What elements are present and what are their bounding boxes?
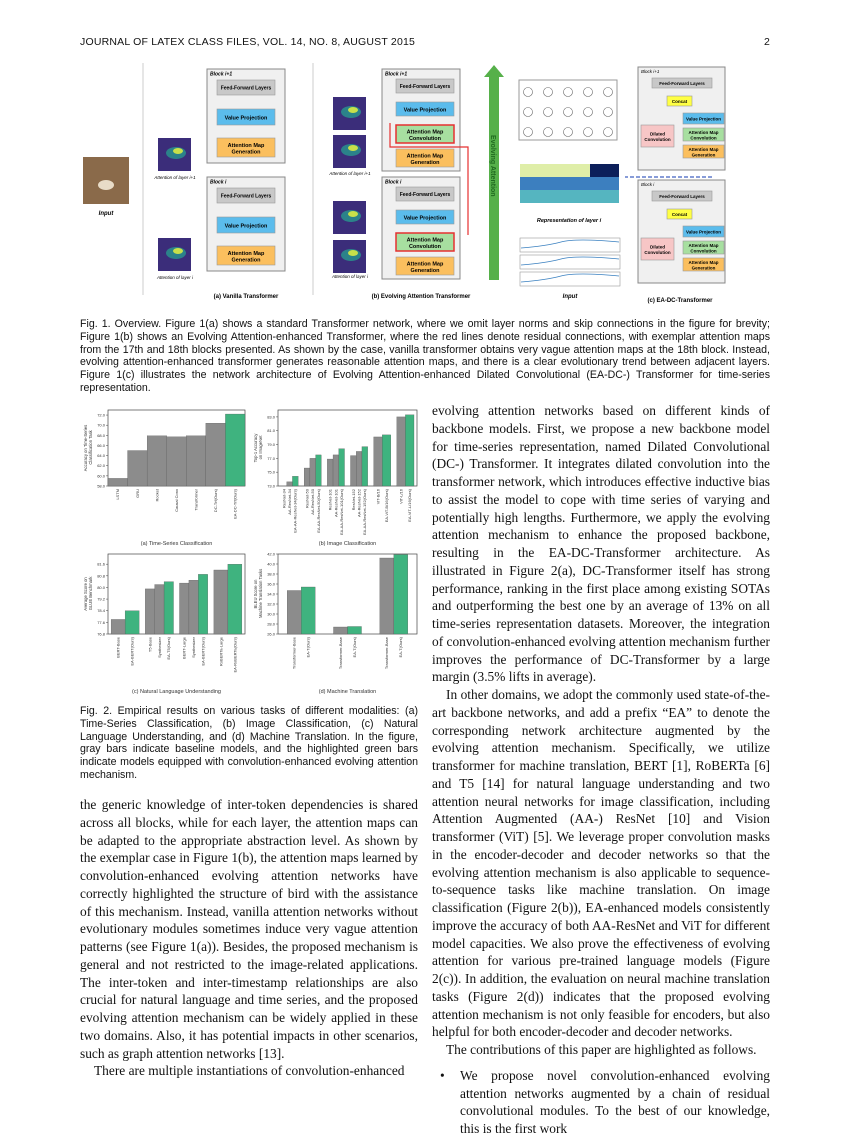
y-axis-label: BLEU Score on Machine Translation Tasks bbox=[253, 568, 263, 620]
chart-machine-translation bbox=[250, 550, 422, 696]
y-tick-label: 70.0 bbox=[97, 422, 105, 428]
y-tick-label: 72.0 bbox=[97, 412, 105, 418]
ffl-a-label: Feed-Forward Layers bbox=[220, 85, 272, 92]
vp-a-label: Value Projection bbox=[224, 223, 268, 230]
y-axis-label: Average Score on GLUE Benchmark bbox=[83, 576, 93, 612]
bar bbox=[128, 451, 148, 486]
bar bbox=[206, 423, 226, 486]
bar bbox=[327, 459, 333, 486]
dilated-conv-c-label: Dilated bbox=[649, 244, 666, 250]
subcaption-c: (c) EA-DC-Transformer bbox=[647, 298, 713, 304]
paragraph: The contributions of this paper are highlighted as follows. bbox=[446, 1042, 757, 1057]
x-tick-label: Causal Conv bbox=[173, 489, 179, 512]
att-label: Attention of layer i+1 bbox=[154, 175, 196, 180]
amc-b-label: Convolution bbox=[408, 135, 442, 142]
amc-c-label: Attention Map bbox=[688, 130, 719, 135]
att-label: Attention of layer i bbox=[156, 275, 194, 280]
y-axis-label: Accuracy on Time-Series Classification Task bbox=[83, 424, 93, 472]
bar bbox=[351, 456, 357, 486]
y-tick-label: 83.0 bbox=[267, 414, 275, 420]
x-tick-label: EA-ViT-L/16(Ours) bbox=[407, 489, 413, 522]
bar bbox=[108, 478, 128, 486]
y-tick-label: 36.0 bbox=[267, 581, 275, 587]
x-tick-label: EA-BERT(Ours) bbox=[129, 637, 135, 666]
bar bbox=[189, 580, 198, 634]
bar bbox=[167, 437, 187, 486]
x-tick-label: ResNet-34 bbox=[281, 489, 287, 509]
x-tick-label: EA-T(Ours) bbox=[305, 637, 311, 658]
token-graph bbox=[519, 80, 617, 140]
bullet-text: We propose novel convolution-enhanced evolving attention networks augmented by a chain of residual convolutional modules. To the best of our knowledge, this is the first work bbox=[460, 1067, 770, 1136]
y-tick-label: 64.0 bbox=[97, 453, 105, 459]
x-tick-label: GRU bbox=[134, 489, 140, 498]
bar bbox=[301, 587, 315, 634]
y-tick-label: 38.0 bbox=[267, 571, 275, 577]
time-series-plot bbox=[520, 272, 620, 286]
bar bbox=[382, 435, 391, 486]
plot-frame bbox=[278, 410, 417, 486]
bar bbox=[339, 449, 345, 486]
block-i-label: Block i bbox=[385, 179, 402, 186]
ffl-c-label: Feed-Forward Layers bbox=[659, 193, 705, 199]
left-column bbox=[80, 796, 418, 1080]
paragraph: In other domains, we adopt the commonly used state-of-the-art backbone networks, and add a prefix “EA” to denote the corresponding network architecture augmented by the evolving attention mechanism. Specifically, we utilize transformer for machine translation, BERT [1], RoBERTa [6] and T5 [14] for natural language understanding and two attention neural networks for image classification, including Attention Augmented (AA-) ResNet [10] and Vision transformer (ViT) [5]. We leverage proper convolution masks in the encoder-decoder and decoder networks so that the evolving attention mechanism is also applicable to sequence-to-sequence tasks like machine translation. On image classification (Figure 2(b)), EA-enhanced models consistently improve the accuracy of both AA-ResNet and ViT for different model capacities. We also prove the effectiveness of evolving attention for various pre-trained language models (Figure 2(c)). In addition, the evaluation on neural machine translation tasks (Figure 2(d)) indicates that the proposed evolving attention mechanism is not only feasible for encoders, but also helpful for both encoder-decoder and decoder networks. bbox=[432, 687, 770, 1040]
chart-title: (a) Time-Series Classification bbox=[140, 541, 213, 547]
paragraph: evolving attention networks based on different kinds of backbone models. First, we propose a new backbone model for time-series representation, named Dilated Convolutional (DC-) Transformer. It integrates dilated convolution into the transformer network, which introduces effective inductive bias to assist the model to cope with time series of varying and potentially high lengths. Furthermore, we apply the evolving attention mechanism to enhance the proposed backbone, resulting in the EA-DC-Transformer architecture. As illustrated in Figure 2(a), DC-Transformer itself has strong performance, ranking in the first place among existing SOTAs and outperforming the best one by an average of 13% on all time-series representation datasets. Moreover, the integration of convolution-enhanced evolving attention mechanism further improves the performance of DC-Transformer by a large margin (3.5% lifts in average). bbox=[432, 403, 771, 685]
x-tick-label: LSTM bbox=[115, 489, 121, 500]
vp-b-label: Value Projection bbox=[403, 215, 447, 222]
x-tick-label: AA-ResNet-34 bbox=[286, 489, 292, 515]
y-axis-label: Top-1 Accuracy on ImageNet bbox=[253, 433, 263, 463]
time-series-plot bbox=[520, 238, 620, 252]
bar bbox=[186, 436, 206, 486]
x-tick-label: Transformer-Base bbox=[384, 637, 390, 670]
dilated-conv-c-label: Convolution bbox=[644, 249, 671, 255]
x-tick-label: ResNet-101 bbox=[327, 489, 333, 511]
representation-heatmap bbox=[590, 164, 619, 177]
x-tick-label: EA-AA-ResNet-50(Ours) bbox=[315, 489, 321, 533]
bar bbox=[316, 455, 322, 486]
bar bbox=[164, 582, 173, 634]
evolving-label: Evolving Attention bbox=[489, 135, 496, 197]
input-label-c: Input bbox=[562, 294, 578, 300]
y-tick-label: 78.4 bbox=[97, 608, 105, 614]
attention-map-a-i-blob bbox=[173, 248, 183, 254]
x-tick-label: AA-ResNet-101 bbox=[333, 489, 339, 518]
attention-map-b-blob bbox=[348, 107, 358, 113]
x-tick-label: EA-T5(Ours) bbox=[166, 637, 172, 660]
amc-b-label: Attention Map bbox=[406, 237, 444, 244]
block-i-label: Block i bbox=[641, 182, 655, 187]
x-tick-label: Synthesizer bbox=[191, 637, 197, 658]
attention-map-b-blob bbox=[348, 145, 358, 151]
x-tick-label: EA-T(Ours) bbox=[398, 637, 404, 658]
ffl-a-label: Feed-Forward Layers bbox=[220, 193, 272, 200]
amc-b-label: Attention Map bbox=[406, 129, 444, 136]
y-tick-label: 42.0 bbox=[267, 551, 275, 557]
bar bbox=[228, 564, 242, 634]
x-tick-label: AA-ResNet-152 bbox=[356, 489, 362, 518]
x-tick-label: ResNet-152 bbox=[350, 489, 356, 511]
chart-title: (b) Image Classification bbox=[318, 541, 377, 547]
bar bbox=[287, 482, 293, 486]
amg-b-label: Generation bbox=[410, 267, 440, 274]
y-tick-label: 40.0 bbox=[267, 561, 275, 567]
bar bbox=[397, 417, 406, 486]
y-tick-label: 30.0 bbox=[267, 611, 275, 617]
block-i-label: Block i bbox=[210, 179, 227, 186]
concat-c-label: Concat bbox=[671, 98, 688, 104]
vp-c-label: Value Projection bbox=[685, 229, 722, 235]
paragraph: There are multiple instantiations of convolution-enhanced bbox=[94, 1063, 405, 1079]
vp-b-label: Value Projection bbox=[403, 107, 447, 114]
x-tick-label: EA-DC-Trf(Ours) bbox=[232, 489, 238, 519]
y-tick-label: 75.0 bbox=[267, 469, 275, 475]
bar bbox=[145, 589, 154, 634]
amc-c-label: Convolution bbox=[690, 135, 717, 141]
x-tick-label: DC-Trf(Ours) bbox=[213, 489, 219, 513]
subcaption-b: (b) Evolving Attention Transformer bbox=[371, 294, 471, 300]
attention-map-b-blob bbox=[348, 250, 358, 256]
bullet-item bbox=[432, 1067, 770, 1138]
amg-c-label: Attention Map bbox=[688, 147, 719, 152]
attention-map-b-blob bbox=[348, 211, 358, 217]
y-tick-label: 66.0 bbox=[97, 442, 105, 448]
concat-c-label: Concat bbox=[671, 211, 688, 217]
bar bbox=[287, 591, 301, 635]
right-column bbox=[432, 402, 770, 1138]
bar bbox=[180, 583, 189, 634]
representation-heatmap bbox=[520, 177, 619, 190]
block-i1-label: Block i+1 bbox=[385, 71, 408, 78]
bar bbox=[348, 627, 362, 635]
input-image-eye bbox=[98, 180, 114, 190]
chart-time-series bbox=[80, 406, 250, 548]
ffl-b-label: Feed-Forward Layers bbox=[399, 84, 451, 90]
amg-a-label: Generation bbox=[231, 257, 261, 264]
dilated-conv-c-label: Dilated bbox=[649, 131, 666, 137]
y-tick-label: 73.0 bbox=[267, 483, 275, 489]
bar bbox=[304, 468, 310, 486]
attention-map-a-i1-blob bbox=[173, 148, 183, 154]
y-tick-label: 28.0 bbox=[267, 621, 275, 627]
y-tick-label: 58.0 bbox=[97, 483, 105, 489]
bar bbox=[111, 619, 125, 634]
chart-nlu bbox=[80, 550, 250, 696]
amg-b-label: Attention Map bbox=[406, 153, 444, 160]
x-tick-label: T5-Base bbox=[147, 637, 153, 653]
figure-2-caption: Fig. 2. Empirical results on various tasks of different modalities: (a) Time-Series Classification, (b) Image Classification, (c) Natural Language Understanding, and (d) Machine Translation. In the figure, gray bars indicate baseline models, and the highlighted green bars indicate models equipped with convolution-enhanced evolving attention mechanism. bbox=[80, 705, 418, 781]
x-tick-label: BERT-Base bbox=[115, 637, 121, 658]
y-tick-label: 62.0 bbox=[97, 463, 105, 469]
x-tick-label: Transformer bbox=[193, 489, 199, 511]
amg-a-label: Generation bbox=[231, 149, 261, 156]
amg-b-label: Generation bbox=[410, 159, 440, 166]
y-tick-label: 32.0 bbox=[267, 601, 275, 607]
bar bbox=[292, 476, 298, 486]
att-label: Attention of layer i+1 bbox=[329, 171, 371, 176]
y-tick-label: 80.8 bbox=[97, 573, 105, 579]
x-tick-label: EA-ViT-B/16(Ours) bbox=[383, 489, 389, 523]
x-tick-label: Transformer-Base bbox=[337, 637, 343, 670]
bar bbox=[198, 574, 207, 634]
x-tick-label: ResNet-50 bbox=[304, 489, 310, 509]
bar bbox=[155, 585, 164, 634]
y-tick-label: 26.0 bbox=[267, 631, 275, 637]
y-tick-label: 80.0 bbox=[97, 584, 105, 590]
bar bbox=[380, 558, 394, 634]
dilated-conv-c-label: Convolution bbox=[644, 136, 671, 142]
bullet-icon: • bbox=[440, 1067, 445, 1083]
bar bbox=[225, 414, 245, 486]
x-tick-label: EA-T(Ours) bbox=[351, 637, 357, 658]
x-tick-label: Rocket bbox=[154, 489, 160, 502]
x-tick-label: ViT-B/16 bbox=[375, 489, 381, 505]
chart-title: (c) Natural Language Understanding bbox=[132, 689, 221, 695]
y-tick-label: 68.0 bbox=[97, 432, 105, 438]
subcaption-a: (a) Vanilla Transformer bbox=[213, 294, 279, 300]
bar bbox=[125, 611, 139, 634]
x-tick-label: EA-BERT(Ours) bbox=[200, 637, 206, 666]
bar bbox=[374, 437, 383, 486]
block-i1-label: Block i+1 bbox=[210, 71, 233, 78]
amc-c-label: Attention Map bbox=[688, 243, 719, 248]
amg-b-label: Attention Map bbox=[406, 261, 444, 268]
x-tick-label: RoBERTa-Large bbox=[218, 637, 224, 667]
bar bbox=[310, 458, 316, 486]
x-tick-label: Transformer-Base bbox=[291, 637, 297, 670]
amg-c-label: Generation bbox=[691, 265, 716, 271]
vp-a-label: Value Projection bbox=[224, 115, 268, 122]
vp-c-label: Value Projection bbox=[685, 116, 722, 122]
bar bbox=[147, 436, 167, 486]
chart-title: (d) Machine Translation bbox=[318, 689, 377, 695]
amg-a-label: Attention Map bbox=[227, 251, 265, 257]
y-tick-label: 34.0 bbox=[267, 591, 275, 597]
x-tick-label: EA-AA-ResNet-152(Ours) bbox=[362, 489, 368, 536]
att-label: Attention of layer i bbox=[331, 274, 369, 279]
y-tick-label: 81.6 bbox=[97, 561, 105, 567]
bar bbox=[214, 570, 228, 634]
y-tick-label: 60.0 bbox=[97, 473, 105, 479]
y-tick-label: 77.6 bbox=[97, 619, 105, 625]
y-tick-label: 76.8 bbox=[97, 631, 105, 637]
amg-a-label: Attention Map bbox=[227, 143, 265, 149]
x-tick-label: EA-AA-ResNet-101(Ours) bbox=[339, 489, 345, 536]
amc-b-label: Convolution bbox=[408, 243, 442, 250]
y-tick-label: 81.0 bbox=[267, 428, 275, 434]
block-i1-label: Block i+1 bbox=[641, 69, 660, 74]
bar bbox=[334, 627, 348, 634]
bar bbox=[362, 447, 368, 486]
time-series-plot bbox=[520, 255, 620, 269]
y-tick-label: 77.0 bbox=[267, 455, 275, 461]
y-tick-label: 79.0 bbox=[267, 442, 275, 448]
x-tick-label: AA-ResNet-50 bbox=[310, 489, 316, 515]
ffl-c-label: Feed-Forward Layers bbox=[659, 80, 705, 86]
amg-c-label: Attention Map bbox=[688, 260, 719, 265]
x-tick-label: BERT-Large bbox=[181, 637, 187, 659]
repr-label: Representation of layer i bbox=[536, 218, 602, 224]
chart-image-classification bbox=[250, 406, 422, 548]
ffl-b-label: Feed-Forward Layers bbox=[399, 192, 451, 198]
representation-heatmap bbox=[520, 190, 619, 203]
running-header: JOURNAL OF LATEX CLASS FILES, VOL. 14, NO. 8, AUGUST 2015 bbox=[80, 36, 416, 48]
y-tick-label: 79.2 bbox=[97, 596, 105, 602]
amc-c-label: Convolution bbox=[690, 248, 717, 254]
figure-1 bbox=[80, 55, 780, 305]
x-tick-label: EA-AA-ResNet-34(Ours) bbox=[292, 489, 298, 533]
bar bbox=[356, 451, 362, 486]
x-tick-label: Synthesizer bbox=[156, 637, 162, 658]
bar bbox=[394, 555, 408, 635]
input-label: Input bbox=[98, 211, 114, 217]
bar bbox=[333, 455, 339, 486]
paragraph: the generic knowledge of inter-token dependencies is shared across all blocks, while for each layer, the attention maps can be adapted to the appropriate abstraction level. As shown by the exemplar case in Figure 1(b), the attention maps learned by convolution-enhanced evolving attention networks have correctly highlighted the structure of bird with the assistance of this mechanism. Instead, vanilla attention networks without evolutionary modules sometimes induce very vague attention patterns (see Figure 1(a)). Besides, the proposed mechanism is general and not restricted to the image-related applications. The inter-token and inter-timestamp relationships are also crucial for natural language and time series, and the proposed evolving attention mechanism can be widely applied in these two domains. Also, it has potential impacts in other scenarios, such as graph attention networks [13]. bbox=[80, 797, 418, 1061]
bar bbox=[405, 415, 414, 486]
x-tick-label: EA-RoBERTa(Ours) bbox=[232, 637, 238, 673]
figure-1-caption: Fig. 1. Overview. Figure 1(a) shows a standard Transformer network, where we omit layer norms and skip connections in the figure for brevity; Figure 1(b) shows an Evolving Attention-enhanced Transformer, where the red lines denote residual connections, with exemplar attention maps from the 17th and 18th blocks presented. As shown by the case, vanilla transformer obtains very vague attention maps at the 18th block. Instead, evolving attention-enhanced transformer generates reasonable attention maps, and there is a clear evolutionary trend between adjacent layers. Figure 1(c) illustrates the network architecture of Evolving Attention-enhanced Dilated Convolutional (EA-DC-) Transformer for time-series representation. bbox=[80, 318, 770, 394]
page-number: 2 bbox=[764, 36, 771, 48]
x-tick-label: ViT-L/16 bbox=[398, 489, 404, 504]
amg-c-label: Generation bbox=[691, 152, 716, 158]
